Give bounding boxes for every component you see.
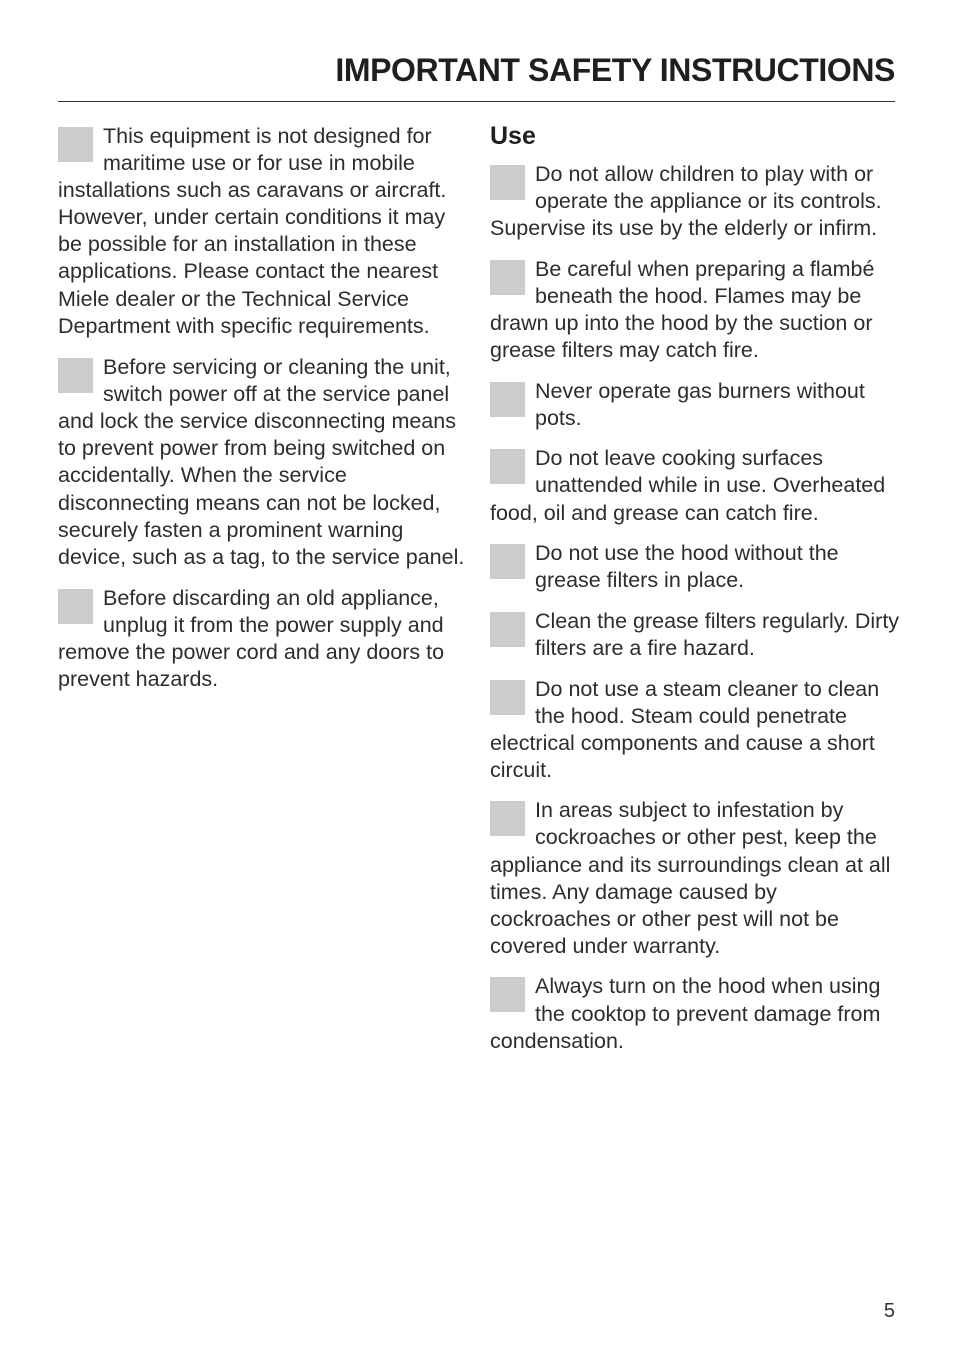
page-header [58,50,895,102]
safety-item [490,676,900,784]
safety-item-text: In areas subject to infestation by cockroaches or other pest, keep the appliance and its surroundings clean at all times. Any damage caused by cockroaches or other pest will not be covered under warranty. [490,798,891,958]
safety-item [490,445,900,526]
right-column [490,123,900,1068]
safety-item-text: Always turn on the hood when using the cooktop to prevent damage from condensation. [490,974,881,1053]
safety-item [490,540,900,594]
safety-item-text: Do not use a steam cleaner to clean the hood. Steam could penetrate electrical components and cause a short circuit. [490,676,880,782]
safety-item-text: This equipment is not designed for maritime use or for use in mobile installations such as caravans or aircraft. However, under certain conditions it may be possible for an installation in these applications. Please contact the nearest Miele dealer or the Technical Service Department with specific requirements. [58,124,447,338]
left-column [58,123,468,708]
bullet-marker [490,382,525,417]
safety-item [490,256,900,364]
safety-item [58,585,468,693]
bullet-marker [490,449,525,484]
bullet-marker [58,358,93,393]
bullet-marker [490,544,525,579]
bullet-marker [490,680,525,715]
safety-item-text: Clean the grease filters regularly. Dirty filters are a fire hazard. [535,608,900,660]
safety-item [490,973,900,1054]
bullet-marker [490,612,525,647]
section-heading-use: Use [490,122,536,150]
safety-item-text: Do not allow children to play with or operate the appliance or its controls. Supervise its use by the elderly or infirm. [490,162,882,241]
safety-item-text: Be careful when preparing a flambé beneath the hood. Flames may be drawn up into the hood by the suction or grease filters may catch fire. [490,256,875,363]
safety-item [490,608,900,662]
page-title: IMPORTANT SAFETY INSTRUCTIONS [335,52,895,88]
safety-item-text: Before discarding an old appliance, unplug it from the power supply and remove the power cord and any doors to prevent hazards. [58,586,445,692]
bullet-marker [490,801,525,836]
safety-item-text: Before servicing or cleaning the unit, switch power off at the service panel and lock the service disconnecting means to prevent power from being switched on accidentally. When the service disconnecting means can not be locked, securely fasten a prominent warning device, such as a tag, to the service panel. [58,355,465,569]
safety-item [490,797,900,960]
safety-item-text: Never operate gas burners without pots. [535,378,865,430]
safety-item [490,161,900,242]
bullet-marker [490,260,525,295]
bullet-marker [58,589,93,624]
bullet-marker [490,977,525,1012]
bullet-marker [58,127,93,162]
page-number: 5 [883,1300,895,1322]
safety-item-text: Do not leave cooking surfaces unattended while in use. Overheated food, oil and grease can catch fire. [490,446,886,525]
bullet-marker [490,165,525,200]
safety-item [58,354,468,571]
safety-item [490,378,900,432]
safety-item-text: Do not use the hood without the grease filters in place. [535,541,839,593]
safety-item [58,123,468,340]
